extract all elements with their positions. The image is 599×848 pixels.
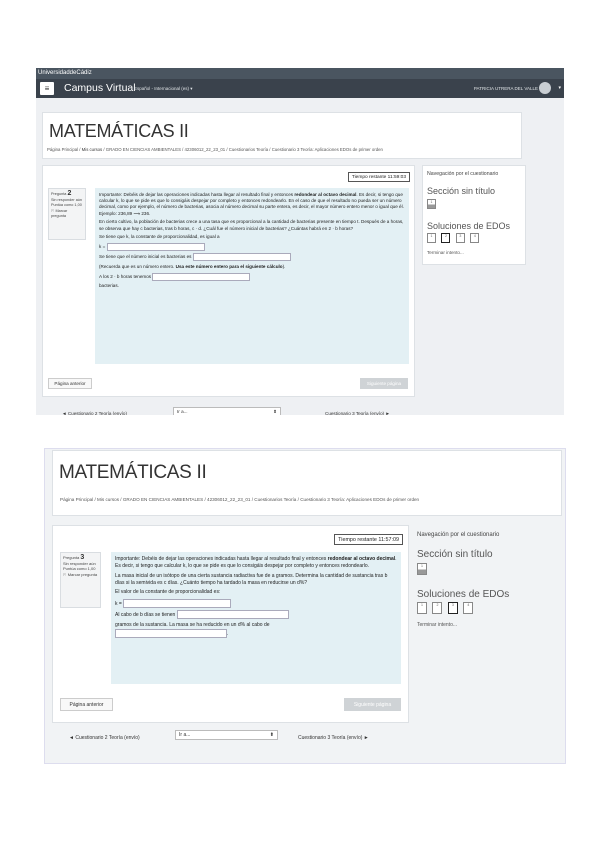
finish-attempt-link[interactable]: Terminar intento... (427, 250, 464, 255)
jump-to-select[interactable]: Ir a... ⬍ (173, 407, 281, 415)
question-number: 2 (67, 190, 72, 197)
k-input[interactable] (107, 243, 205, 251)
integer-note: (Recuerda que es un número entero. Usa este número entero para el siguiente cálculo). (99, 263, 286, 269)
jump-to-select[interactable]: Ir a... ⬍ (175, 730, 278, 740)
question-nav-button[interactable]: 1 (417, 563, 427, 575)
quiz-nav-title: Navegación por el cuestionario (417, 532, 500, 538)
user-menu-chevron-icon[interactable]: ▾ (558, 85, 561, 91)
breadcrumb-course[interactable]: 42306012_22_23_01 (184, 147, 226, 152)
question-label: Pregunta (51, 192, 67, 196)
question-region (52, 525, 409, 723)
page-header (42, 112, 522, 159)
twob-label: A los 2 · b horas tenemos (99, 273, 152, 279)
previous-page-button[interactable]: Página anterior (60, 698, 113, 711)
screenshot-1 (36, 68, 564, 415)
important-note: Importante: Debéis de dejar las operaciones indicadas hasta llegar al resultado final y entonces redondear al octavo decimal. Es decir, si tengo que calcular k, lo que se pide es que lo consigáis despejar por completo y entonces redondearlo. (115, 556, 397, 569)
section-title-2: Soluciones de EDOs (417, 589, 510, 600)
breadcrumb-course[interactable]: 42306012_22_23_01 (207, 497, 251, 502)
breadcrumb-quiz[interactable]: Cuestionario 3 Teoría: Aplicaciones EDOs de primer orden (271, 147, 383, 152)
breadcrumb: Página Principal / Mis cursos / GRADO EN CIENCIAS AMBIENTALES / 42306012_22_23_01 / Cuestionarios Teoría / Cuestionario 3 Teoría: Aplicaciones EDOs de primer orden (47, 147, 383, 152)
section-2-buttons (427, 233, 480, 251)
page-title: MATEMÁTICAS II (49, 121, 189, 141)
bacterias-label: bacterias. (99, 283, 119, 289)
grams-label: gramos de la sustancia. La masa se ha reducido en un d% al cabo de (115, 621, 270, 628)
section-1-buttons (427, 199, 437, 217)
breadcrumb: Página Principal / Mis cursos / GRADO EN CIENCIAS AMBIENTALES / 42306012_22_23_01 / Cuestionarios Teoría / Cuestionario 3 Teoría: Aplicaciones EDOs de primer orden (60, 497, 420, 502)
question-score: Puntúa como 1,00 (63, 566, 96, 571)
question-statement: En cierto cultivo, la población de bacterias crece a una tasa que es proporcional a la cantidad de bacterias presente en tiempo t. Después de a horas, se observa que hay c bacterias, tras b horas, c · d. ¿Cuál fue el número inicial de bacterias? ¿Cuántas habrá en 2 · b horas? (99, 219, 404, 231)
k-input[interactable] (123, 599, 231, 608)
period-text: . (227, 630, 229, 637)
next-activity-link[interactable]: Cuestionario 3 Teoría (envío) ► (298, 735, 369, 741)
question-nav-button[interactable]: 1 (417, 602, 427, 614)
mass-b-days-input[interactable] (177, 610, 289, 619)
page-title: MATEMÁTICAS II (59, 462, 207, 483)
question-nav-button[interactable]: 2 (432, 602, 442, 614)
timer: Tiempo restante 11:57:09 (334, 534, 403, 545)
select-arrows-icon: ⬍ (269, 732, 274, 738)
question-info (48, 188, 86, 240)
question-nav-button[interactable]: 4 (463, 602, 473, 614)
k-label: El valor de la constante de proporcionalidad es: (115, 589, 221, 595)
flag-icon[interactable]: ⚐ (63, 571, 67, 577)
k-label: Se tiene que k, la constante de proporcionalidad, es igual a (99, 234, 220, 240)
prev-activity-link[interactable]: ◄ Cuestionario 2 Teoría (envío) (69, 735, 140, 741)
breadcrumb-section[interactable]: Cuestionarios Teoría (228, 147, 269, 152)
breadcrumb-section[interactable]: Cuestionarios Teoría (254, 497, 297, 502)
section-title-1: Sección sin título (417, 549, 493, 560)
section-1-buttons (417, 563, 428, 581)
avatar[interactable] (539, 82, 551, 94)
question-status: Sin responder aún (63, 560, 96, 566)
question-label: Pregunta (63, 555, 80, 560)
time-d-percent-input[interactable] (115, 629, 227, 638)
question-region (42, 165, 415, 397)
k-eq-label: k = (99, 244, 106, 250)
section-2-buttons (417, 602, 474, 620)
next-page-button[interactable]: Siguiente página (344, 698, 401, 711)
previous-page-button[interactable]: Página anterior (48, 378, 92, 389)
section-title-1: Sección sin título (427, 186, 496, 196)
navbar (36, 79, 564, 98)
breadcrumb-degree[interactable]: GRADO EN CIENCIAS AMBIENTALES (122, 497, 204, 502)
flag-icon[interactable]: ⚐ (51, 208, 55, 213)
question-nav-button-current[interactable]: 3 (448, 602, 458, 614)
k-eq-label: k = (115, 600, 122, 607)
question-info (60, 552, 101, 608)
quiz-nav-title: Navegación por el cuestionario (427, 171, 499, 177)
question-score: Puntúa como 1,00 (51, 203, 82, 207)
breadcrumb-mycourses[interactable]: Mis cursos (97, 497, 119, 502)
university-logo: UniversidaddeCádiz (38, 70, 92, 76)
question-nav-button[interactable]: 3 (456, 233, 465, 243)
language-menu[interactable]: Español - Internacional (es) ▾ (134, 86, 193, 91)
breadcrumb-quiz[interactable]: Cuestionario 3 Teoría: Aplicaciones EDOs de primer orden (300, 497, 420, 502)
b-days-label: Al cabo de b días se tienen (115, 611, 176, 618)
next-activity-link[interactable]: Cuestionario 3 Teoría (envío) ► (325, 411, 390, 415)
menu-toggle-icon[interactable]: ≡ (40, 82, 54, 95)
question-nav-button[interactable]: 4 (470, 233, 479, 243)
select-arrows-icon: ⬍ (273, 409, 277, 414)
initial-label: Se tiene que el número inicial es bacterias es (99, 254, 192, 260)
screenshot-2 (44, 448, 566, 764)
bacteria-2b-input[interactable] (152, 273, 250, 281)
user-name[interactable]: PATRICIA UTRERA DEL VALLE (473, 86, 538, 91)
question-nav-button[interactable]: 1 (427, 233, 436, 243)
breadcrumb-mycourses[interactable]: Mis cursos (81, 147, 103, 152)
timer: Tiempo restante 11:59:03 (348, 172, 410, 182)
finish-attempt-link[interactable]: Terminar intento... (417, 622, 458, 628)
breadcrumb-degree[interactable]: GRADO EN CIENCIAS AMBIENTALES (105, 147, 181, 152)
important-note: Importante: Debéis de dejar las operaciones indicadas hasta llegar al resultado final y entonces redondear al octavo decimal. Es decir, si tengo que calcular k, lo que se pide es que lo consigáis despejar por completo y entonces redondearlo. En el caso de que el resultado no pueda ser un número decimal, como por ejemplo, el número de bacterias, asocia al número decimal su parte entera, es decir, el mayor número entero menor o igual que él. Ejemplo: 236,89 ⟶ 236. (99, 192, 404, 216)
site-brand[interactable]: Campus Virtual (64, 82, 136, 94)
quiz-navigation (415, 525, 555, 645)
question-nav-button-current[interactable]: 2 (441, 233, 450, 243)
question-number: 3 (80, 554, 85, 561)
next-page-button[interactable]: Siguiente página (360, 378, 408, 389)
question-nav-button[interactable]: 1 (427, 199, 436, 209)
question-status: Sin responder aún (51, 197, 83, 202)
university-bar (36, 68, 564, 79)
quiz-navigation (422, 165, 526, 265)
page-header (52, 450, 562, 516)
question-text (95, 188, 409, 364)
section-title-2: Soluciones de EDOs (427, 221, 511, 231)
initial-bacteria-input[interactable] (193, 253, 291, 261)
question-statement: La masa inicial de un isótopo de una cierta sustancia radiactiva fue de a gramos. Determina la cantidad de sustancia tras b días si la semivida es c días. ¿Cuánto tiempo ha tardado la masa en reducirse un d%? (115, 572, 388, 586)
flag-question-link[interactable]: Marcar pregunta (51, 208, 68, 218)
flag-question-link[interactable]: Marcar pregunta (67, 571, 98, 577)
prev-activity-link[interactable]: ◄ Cuestionario 2 Teoría (envío) (62, 411, 127, 415)
breadcrumb-home[interactable]: Página Principal (47, 147, 79, 152)
question-text (111, 552, 401, 684)
breadcrumb-home[interactable]: Página Principal (60, 497, 94, 502)
